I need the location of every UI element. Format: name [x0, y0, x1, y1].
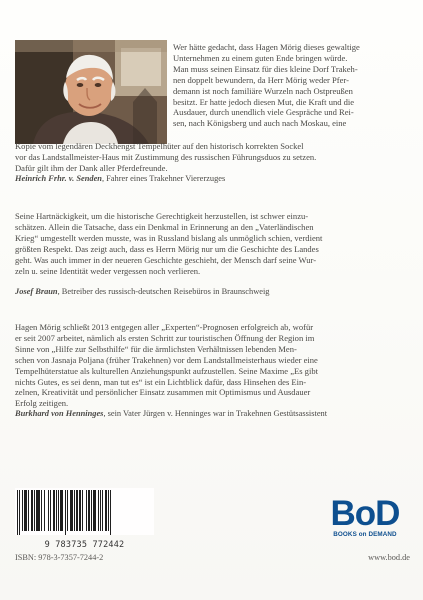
quote2-block: [15, 211, 410, 276]
barcode-bar: [91, 490, 92, 531]
quote1-author-role: , Fahrer eines Trakehner Viererzuges: [101, 174, 226, 183]
isbn-text: ISBN: 978-3-7357-7244-2: [15, 553, 104, 562]
barcode-bar: [41, 490, 42, 531]
quote2-text: Seine Hartnäckigkeit, um die historische Gerechtigkeit herzustellen, ist schwer einzu- schätzen. Allein die Tatsache, dass ein Denkmal in Erinnerung an den „Vaterländischen Krieg“ umgestellt werden musste, was in Russland bislang als unmöglich schien, verdient größten Respekt. Das zeigt auch, dass es Herrn Mörig nur um die Geschichte des Landes geht. Was auch immer in der neueren Geschichte geschieht, der Mensch darf seine Wur- zeln u. seine Identität weder vergessen noch verlieren.: [15, 211, 323, 276]
quote1-lines-full: Kopie vom legendären Deckhengst Tempelhüter auf den historisch korrekten Sockel vor das Landstallmeister-Haus mit Zustimmung des russischen Führungsduos zu setzen. Dafür gilt ihm der Dank aller Pferdefreunde.: [15, 141, 317, 173]
quote3-author-role: , sein Vater Jürgen v. Henninges war in Trakehnen Gestütsassistent: [103, 409, 328, 418]
barcode-bar: [22, 490, 23, 531]
quote3-block: [15, 322, 410, 409]
barcode-bar: [53, 490, 55, 531]
barcode-bar: [105, 490, 107, 531]
barcode-bar: [67, 490, 68, 531]
barcode-bar: [70, 490, 73, 531]
author-portrait-photo: [15, 40, 167, 144]
isbn-barcode: [15, 488, 154, 535]
barcode-bar: [44, 490, 45, 531]
barcode-digits: 9 783735 772442: [44, 540, 125, 550]
barcode-graphic: [15, 488, 154, 535]
barcode-bar: [76, 490, 78, 531]
publisher-logo-subtitle: BOOKS on DEMAND: [333, 531, 397, 538]
barcode-bar: [86, 490, 87, 531]
barcode-bar: [93, 490, 96, 531]
barcode-bar: [98, 490, 99, 531]
barcode-bar: [79, 490, 81, 531]
quote2-author-role: , Betreiber des russisch-deutschen Reisebüros in Braunschweig: [57, 287, 270, 296]
quote2-author-name: Josef Braun: [15, 287, 58, 296]
barcode-bar: [60, 490, 63, 531]
barcode-bar: [102, 490, 103, 531]
barcode-bar: [88, 490, 90, 531]
barcode-bar: [82, 490, 83, 531]
barcode-bar: [110, 490, 111, 535]
barcode-bar: [58, 490, 59, 531]
barcode-bar: [56, 490, 57, 531]
barcode-bar: [65, 490, 66, 535]
barcode-bar: [74, 490, 75, 531]
barcode-bar: [36, 490, 40, 531]
barcode-bar: [108, 490, 109, 531]
barcode-bar: [17, 490, 18, 535]
barcode-bar: [28, 490, 29, 531]
quote1-lines-right: Wer hätte gedacht, dass Hagen Mörig dieses gewaltige Unternehmen zu einem guten Ende bringen würde. Man muss seinen Einsatz für dies kleine Dorf Trakeh- nen doppelt bewundern, da Herr Mörig weder Pfer- demann ist noch familiäre Wurzeln nach Ostpreußen besitzt. Er hatte jedoch diesen Mut, die Kraft und die Ausdauer, durch unendlich viele Gespräche und Rei- sen, nach Königsberg und auch nach Moskau, eine: [173, 42, 360, 129]
quote3-author-name: Burkhard von Henninges: [15, 409, 104, 418]
quote1-author-name: Heinrich Frhr. v. Senden: [15, 174, 102, 183]
barcode-bar: [34, 490, 35, 531]
barcode-bar: [50, 490, 51, 531]
barcode-bar: [19, 490, 20, 535]
barcode-bar: [100, 490, 101, 531]
quote2-signature: [15, 287, 410, 298]
publisher-logo-mark: BoD: [330, 494, 400, 533]
quote1-signature: [15, 174, 410, 185]
quote3-text: Hagen Mörig schließt 2013 entgegen aller „Experten“-Prognosen erfolgreich ab, wofür er seit 2007 arbeitet, nämlich als ersten Schritt zur touristischen Öffnung der Region im Sinne von „Hilfe zur Selbsthilfe“ für die ärmlichsten Verhältnissen lebenden Men- schen von Jasnaja Poljana (früher Trakehnen) vor dem Landstallmeisterhaus wieder eine Tempelhüterstatue als kulturellen Anziehungspunkt aufzustellen. Seine Maxime „Es gibt nichts Gutes, es sei denn, man tut es“ ist ein Lichtblick dafür, dass Hinsehen des Ein- zelnen, Kreativität und persönlicher Einsatz zusammen mit Optimismus und Ausdauer Erfolg zeitigen.: [15, 322, 318, 409]
barcode-bar: [24, 490, 27, 531]
publisher-url[interactable]: www.bod.de: [368, 553, 410, 562]
barcode-bar: [31, 490, 33, 531]
publisher-logo: [321, 494, 409, 546]
barcode-bar: [48, 490, 49, 531]
quote3-signature: [15, 409, 410, 420]
